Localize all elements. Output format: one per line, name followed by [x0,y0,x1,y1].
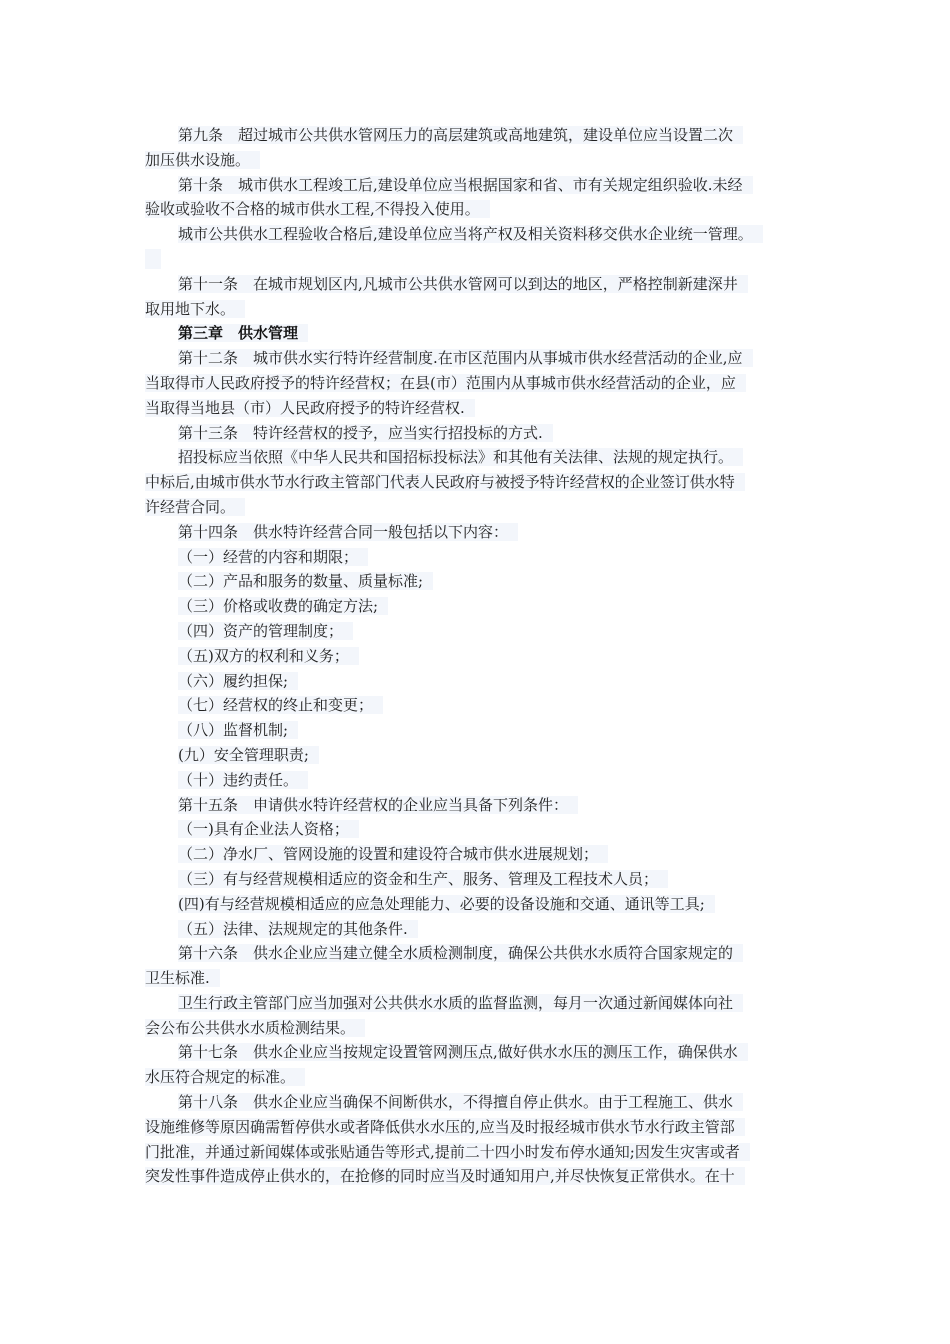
text-line [145,693,810,718]
line-text: （十）违约责任。 [178,771,308,789]
text-line [145,1140,810,1165]
line-text: 当取得市人民政府授予的特许经营权；在县(市）范围内从事城市供水经营活动的企业，应 [145,374,746,392]
line-text: 第三章 供水管理 [178,324,308,342]
line-text: （三）价格或收费的确定方法; [178,597,388,615]
text-line [145,966,810,991]
text-line [145,842,810,867]
line-text: 第十一条 在城市规划区内,凡城市公共供水管网可以到达的地区，严格控制新建深井 [178,275,748,293]
line-text: 验收或验收不合格的城市供水工程,不得投入使用。 [145,200,490,218]
text-line [145,173,810,198]
text-line [145,1115,810,1140]
text-line [145,421,810,446]
line-text: (四)有与经营规模相适应的应急处理能力、必要的设备设施和交通、通讯等工具; [178,895,715,913]
line-text: 城市公共供水工程验收合格后,建设单位应当将产权及相关资料移交供水企业统一管理。 [178,225,763,243]
text-line [145,371,810,396]
line-text: （一）经营的内容和期限； [178,548,368,566]
line-text: 第十四条 供水特许经营合同一般包括以下内容： [178,523,518,541]
line-text: 设施维修等原因确需暂停供水或者降低供水水压的,应当及时报经城市供水节水行政主管部 [145,1118,745,1136]
text-line [145,346,810,371]
line-text: （四）资产的管理制度； [178,622,353,640]
text-line [145,718,810,743]
line-text: 卫生行政主管部门应当加强对公共供水水质的监督监测，每月一次通过新闻媒体向社 [178,994,743,1012]
line-text: （二）净水厂、管网设施的设置和建设符合城市供水进展规划； [178,845,608,863]
line-text: （五)双方的权利和义务； [178,647,359,665]
line-text: 中标后,由城市供水节水行政主管部门代表人民政府与被授予特许经营权的企业签订供水特 [145,473,745,491]
text-line [145,917,810,942]
text-line [145,545,810,570]
text-line [145,396,810,421]
blank-line [145,247,810,272]
line-text: 第十条 城市供水工程竣工后,建设单位应当根据国家和省、市有关规定组织验收.未经 [178,176,753,194]
text-line [145,222,810,247]
text-line [145,644,810,669]
text-line [145,520,810,545]
chapter-heading [145,321,810,346]
text-line [145,768,810,793]
line-text: 取用地下水。 [145,300,245,318]
text-line [145,892,810,917]
line-text: 水压符合规定的标准。 [145,1068,305,1086]
text-line [145,470,810,495]
line-text: 会公布公共供水水质检测结果。 [145,1019,365,1037]
text-line [145,991,810,1016]
line-text: （八）监督机制; [178,721,298,739]
text-line [145,297,810,322]
text-line [145,123,810,148]
text-line [145,1090,810,1115]
text-line [145,941,810,966]
line-text: 突发性事件造成停止供水的，在抢修的同时应当及时通知用户,并尽快恢复正常供水。在十 [145,1167,745,1185]
line-text: 加压供水设施。 [145,151,260,169]
line-text: 第十六条 供水企业应当建立健全水质检测制度，确保公共供水水质符合国家规定的 [178,944,743,962]
text-line [145,272,810,297]
line-text: 卫生标准. [145,969,220,987]
document-body [145,123,810,1189]
line-text: 第十五条 申请供水特许经营权的企业应当具备下列条件： [178,796,578,814]
text-line [145,594,810,619]
text-line [145,793,810,818]
text-line [145,569,810,594]
line-text: 第九条 超过城市公共供水管网压力的高层建筑或高地建筑，建设单位应当设置二次 [178,126,743,144]
line-text: (九）安全管理职责; [178,746,319,764]
text-line [145,1016,810,1041]
text-line [145,445,810,470]
line-text: 门批准，并通过新闻媒体或张贴通告等形式,提前二十四小时发布停水通知;因发生灾害或者 [145,1143,750,1161]
text-line [145,148,810,173]
highlight-block [145,249,161,269]
text-line [145,743,810,768]
line-text: 第十八条 供水企业应当确保不间断供水，不得擅自停止供水。由于工程施工、供水 [178,1093,743,1111]
line-text: 当取得当地县（市）人民政府授予的特许经营权. [145,399,475,417]
line-text: （五）法律、法规规定的其他条件. [178,920,418,938]
line-text: 许经营合同。 [145,498,245,516]
line-text: 招投标应当依照《中华人民共和国招标投标法》和其他有关法律、法规的规定执行。 [178,448,743,466]
line-text: （七）经营权的终止和变更； [178,696,383,714]
text-line [145,197,810,222]
line-text: （二）产品和服务的数量、质量标准; [178,572,433,590]
line-text: 第十二条 城市供水实行特许经营制度.在市区范围内从事城市供水经营活动的企业,应 [178,349,753,367]
line-text: （一)具有企业法人资格； [178,820,359,838]
text-line [145,867,810,892]
line-text: （六）履约担保; [178,672,298,690]
line-text: 第十三条 特许经营权的授予，应当实行招投标的方式. [178,424,553,442]
line-text: （三）有与经营规模相适应的资金和生产、服务、管理及工程技术人员； [178,870,668,888]
text-line [145,495,810,520]
text-line [145,1164,810,1189]
text-line [145,669,810,694]
text-line [145,817,810,842]
text-line [145,1065,810,1090]
text-line [145,1040,810,1065]
text-line [145,619,810,644]
line-text: 第十七条 供水企业应当按规定设置管网测压点,做好供水水压的测压工作，确保供水 [178,1043,748,1061]
